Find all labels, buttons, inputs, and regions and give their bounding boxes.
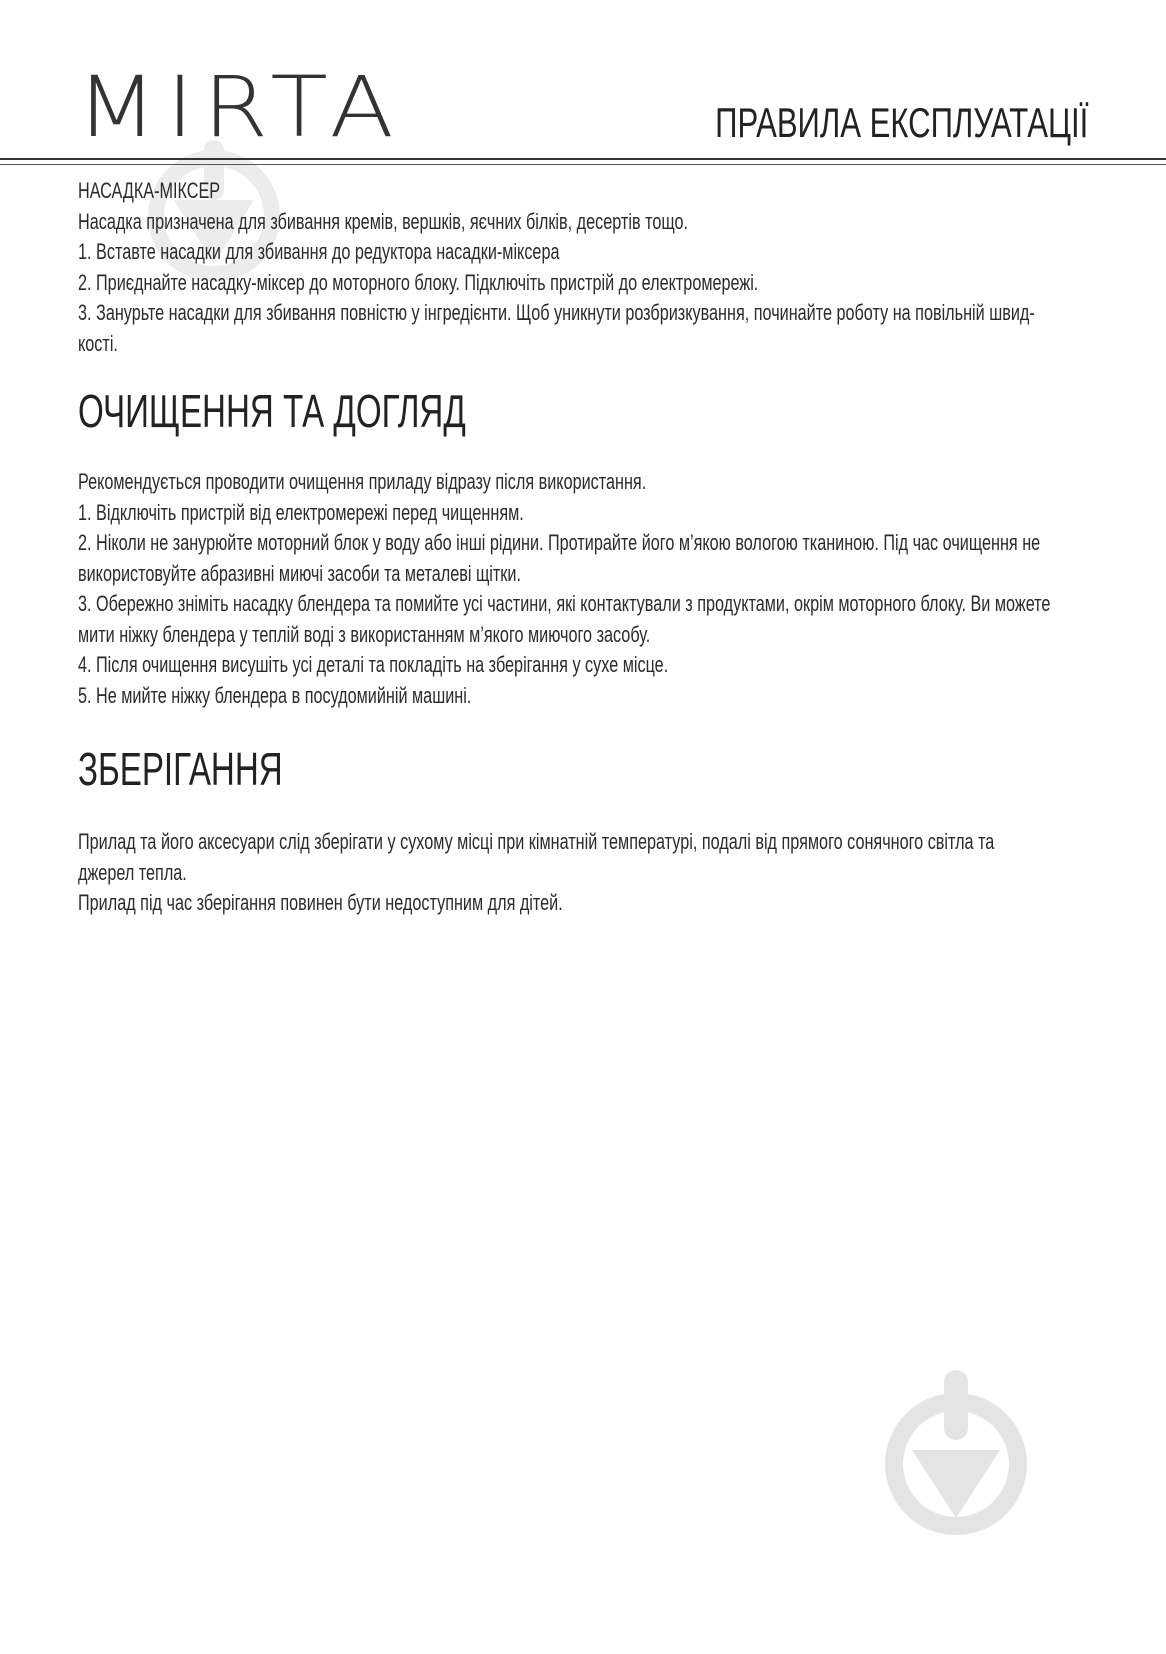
cleaning-step-3-cont: мити ніжку блендера у теплій воді з використанням м’якого миючого засобу. [78, 621, 651, 647]
mixer-step-3-cont: кості. [78, 330, 118, 356]
cleaning-step-2: 2. Ніколи не занурюйте моторний блок у воду або інші рідини. Протирайте його м’якою вологою тканиною. Під час очищення не [78, 530, 1041, 555]
document-title: ПРАВИЛА ЕКСПЛУАТАЦІЇ [714, 99, 1088, 146]
storage-section [78, 827, 1088, 919]
cleaning-section [78, 467, 1088, 711]
download-arrow-icon [876, 1368, 1036, 1538]
mixer-description: Насадка призначена для збивання кремів, вершків, яєчних білків, десертів тощо. [78, 208, 689, 234]
cleaning-intro: Рекомендується проводити очищення приладу відразу після використання. [78, 469, 647, 494]
cleaning-step-4: 4. Після очищення висушіть усі деталі та покладіть на зберігання у сухе місце. [78, 652, 669, 677]
mixer-heading: НАСАДКА-МІКСЕР [78, 178, 221, 203]
cleaning-step-1: 1. Відключіть пристрій від електромережі перед чищенням. [78, 499, 524, 525]
cleaning-step-2-cont: використовуйте абразивні миючі засоби та металеві щітки. [78, 560, 521, 586]
document-body [78, 176, 1088, 919]
cleaning-step-3: 3. Обережно зніміть насадку блендера та помийте усі частини, які контактували з продуктами, окрім моторного блоку. Ви можете [78, 591, 1051, 616]
mixer-step-3: 3. Занурьте насадки для збивання повністю у інгредієнти. Щоб уникнути розбризкування, починайте роботу на повільній швид- [78, 300, 1035, 325]
storage-heading: ЗБЕРІГАННЯ [78, 743, 283, 795]
storage-line-1: Прилад та його аксесуари слід зберігати у сухому місці при кімнатній температурі, подалі від прямого сонячного світла та [78, 829, 995, 854]
header-divider [0, 158, 1166, 160]
storage-line-1-cont: джерел тепла. [78, 859, 187, 885]
mixer-attachment-section [78, 176, 1088, 359]
cleaning-step-5: 5. Не мийте ніжку блендера в посудомийній машині. [78, 682, 472, 708]
cleaning-heading: ОЧИЩЕННЯ ТА ДОГЛЯД [78, 385, 466, 437]
mixer-step-1: 1. Вставте насадки для збивання до редуктора насадки-міксера [78, 239, 560, 264]
brand-logo: MIRTA [76, 58, 403, 156]
storage-line-2: Прилад під час зберігання повинен бути недоступним для дітей. [78, 890, 563, 915]
header-divider-thin [0, 164, 1166, 165]
mixer-step-2: 2. Приєднайте насадку-міксер до моторного блоку. Підключіть пристрій до електромережі. [78, 269, 759, 295]
